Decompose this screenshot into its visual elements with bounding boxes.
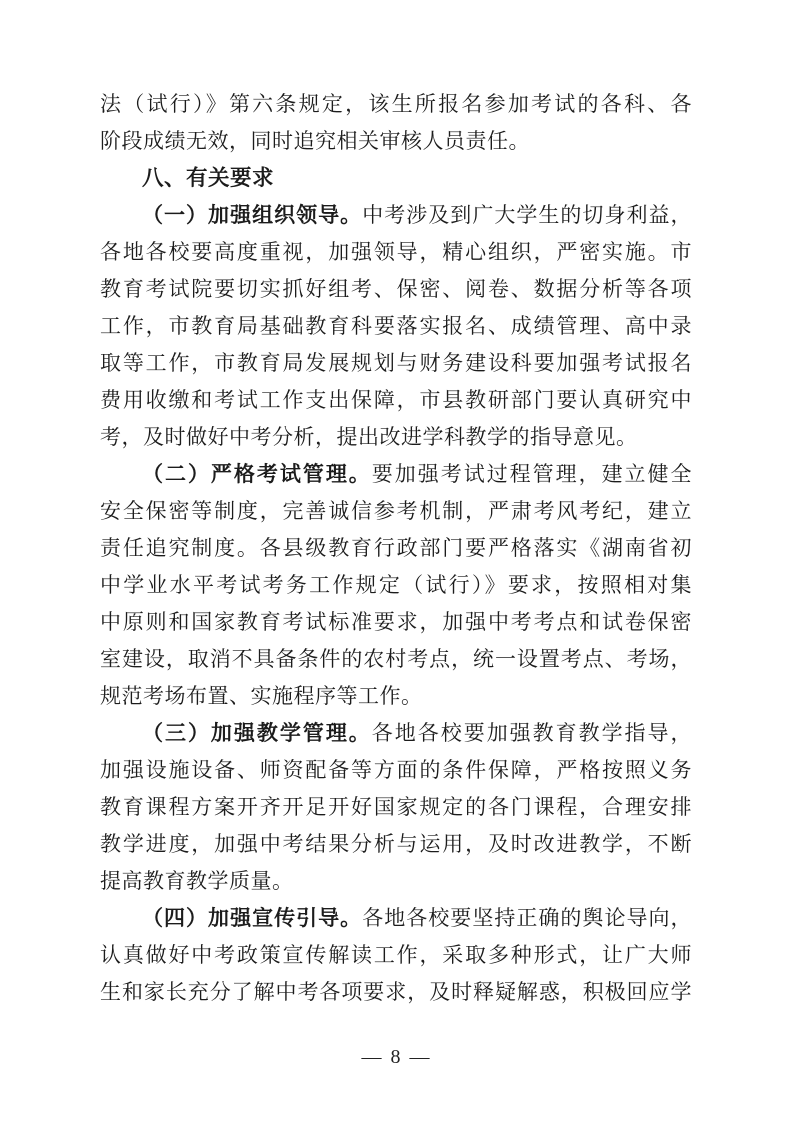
document-line: [100, 234, 692, 271]
document-line: [100, 678, 692, 715]
document-line: [100, 900, 692, 937]
line-text: 各地各校要高度重视，加强领导，精心组织，严密实施。市: [100, 240, 692, 264]
line-text: 中原则和国家教育考试标准要求，加强中考考点和试卷保密: [100, 610, 692, 634]
document-text-block: [100, 86, 692, 1011]
line-text: 提高教育教学质量。: [100, 869, 294, 893]
line-text: 各地各校要坚持正确的舆论导向，: [362, 906, 693, 930]
document-line: [100, 530, 692, 567]
document-line: [100, 271, 692, 308]
document-line: [100, 86, 692, 123]
line-text: 要加强考试过程管理，建立健全: [371, 462, 693, 486]
line-text: 教育课程方案开齐开足开好国家规定的各门课程，合理安排: [100, 795, 692, 819]
line-text: 认真做好中考政策宣传解读工作，采取多种形式，让广大师: [100, 943, 692, 967]
document-line: [100, 937, 692, 974]
document-line: [100, 567, 692, 604]
document-line: [100, 604, 692, 641]
line-text: 责任追究制度。各县级教育行政部门要严格落实《湖南省初: [100, 536, 692, 560]
section-heading: [100, 160, 692, 197]
line-text: 教学进度，加强中考结果分析与运用，及时改进教学，不断: [100, 832, 692, 856]
line-text: 工作，市教育局基础教育科要落实报名、成绩管理、高中录: [100, 314, 692, 338]
document-line: [100, 456, 692, 493]
document-line: [100, 641, 692, 678]
document-line: [100, 123, 692, 160]
paragraph-lead: （四）加强宣传引导。: [142, 906, 363, 930]
document-line: [100, 345, 692, 382]
line-text: 中学业水平考试考务工作规定（试行）》要求，按照相对集: [100, 573, 692, 597]
line-text: 安全保密等制度，完善诚信参考机制，严肃考风考纪，建立: [100, 499, 692, 523]
line-text: 各地各校要加强教育教学指导，: [371, 721, 693, 745]
line-text: 室建设，取消不具备条件的农村考点，统一设置考点、考场，: [100, 647, 692, 671]
line-text: 费用收缴和考试工作支出保障，市县教研部门要认真研究中: [100, 388, 692, 412]
paragraph-lead: （二）严格考试管理。: [142, 462, 372, 486]
document-line: [100, 826, 692, 863]
section-heading-text: 八、有关要求: [142, 166, 275, 190]
line-text: 生和家长充分了解中考各项要求，及时释疑解惑，积极回应学: [100, 980, 692, 1004]
line-text: 教育考试院要切实抓好组考、保密、阅卷、数据分析等各项: [100, 277, 692, 301]
document-line: [100, 493, 692, 530]
line-text: 加强设施设备、师资配备等方面的条件保障，严格按照义务: [100, 758, 692, 782]
document-line: [100, 197, 692, 234]
line-text: 中考涉及到广大学生的切身利益，: [362, 203, 693, 227]
line-text: 阶段成绩无效，同时追究相关审核人员责任。: [100, 129, 530, 153]
document-line: [100, 752, 692, 789]
document-line: [100, 974, 692, 1011]
document-line: [100, 308, 692, 345]
line-text: 取等工作，市教育局发展规划与财务建设科要加强考试报名: [100, 351, 692, 375]
document-line: [100, 863, 692, 900]
document-line: [100, 419, 692, 456]
document-line: [100, 382, 692, 419]
paragraph-lead: （一）加强组织领导。: [142, 203, 363, 227]
page-number: — 8 —: [361, 1046, 432, 1068]
document-line: [100, 715, 692, 752]
line-text: 考，及时做好中考分析，提出改进学科教学的指导意见。: [100, 425, 638, 449]
document-line: [100, 789, 692, 826]
paragraph-lead: （三）加强教学管理。: [142, 721, 372, 745]
line-text: 法（试行）》第六条规定，该生所报名参加考试的各科、各: [100, 92, 692, 116]
line-text: 规范考场布置、实施程序等工作。: [100, 684, 423, 708]
